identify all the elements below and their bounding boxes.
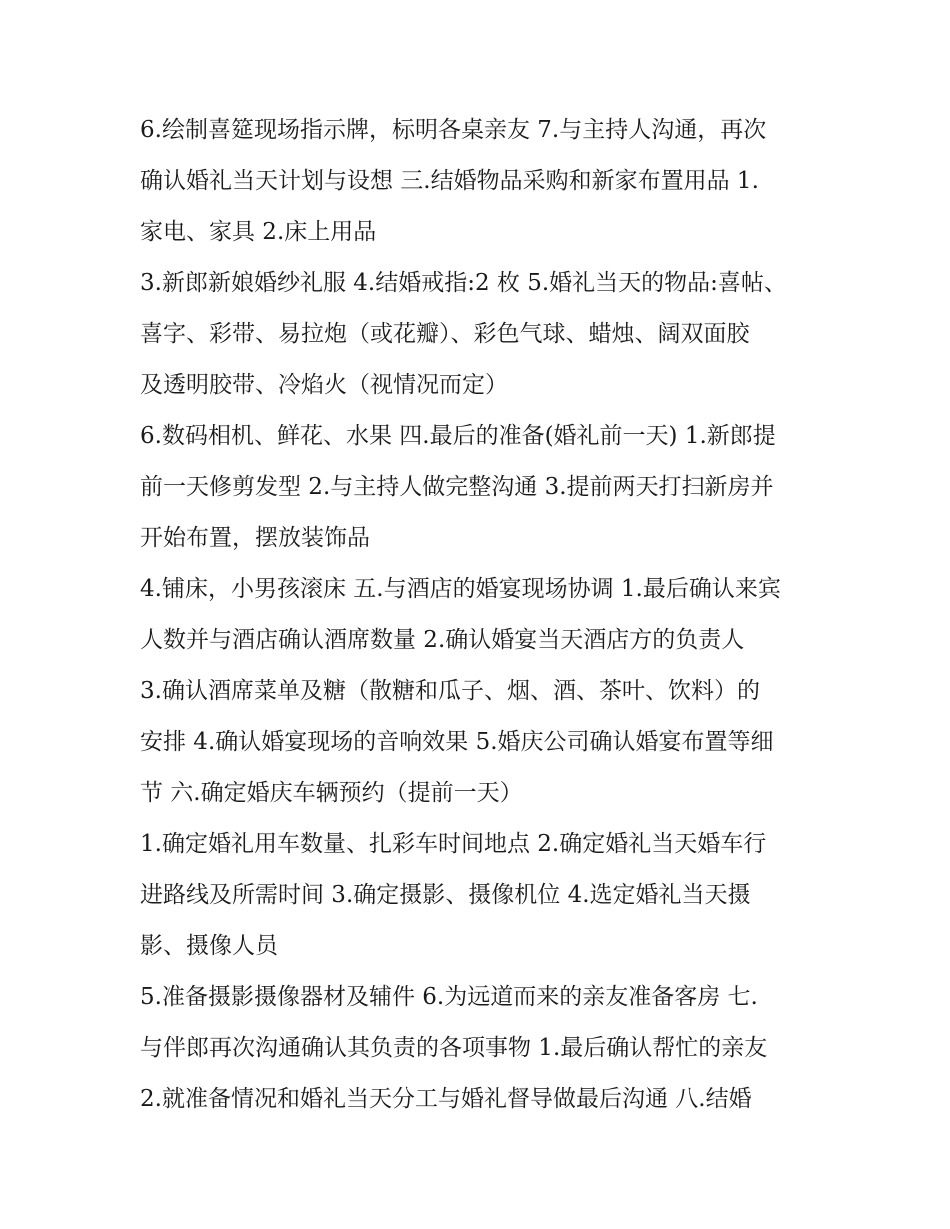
- text-line: 安排 4.确认婚宴现场的音响效果 5.婚庆公司确认婚宴布置等细: [140, 729, 774, 755]
- text-line: 6.数码相机、鲜花、水果 四.最后的准备(婚礼前一天) 1.新郎提: [140, 423, 776, 449]
- text-line: 开始布置，摆放装饰品: [140, 525, 370, 551]
- text-line: 6.绘制喜筵现场指示牌，标明各桌亲友 7.与主持人沟通，再次: [140, 117, 767, 143]
- text-line: 前一天修剪发型 2.与主持人做完整沟通 3.提前两天打扫新房并: [140, 474, 774, 500]
- text-line: 及透明胶带、冷焰火（视情况而定）: [140, 372, 508, 398]
- text-line: 3.新郎新娘婚纱礼服 4.结婚戒指:2 枚 5.婚礼当天的物品:喜帖、: [140, 270, 787, 296]
- text-line: 节 六.确定婚庆车辆预约（提前一天）: [140, 780, 523, 806]
- text-line: 人数并与酒店确认酒席数量 2.确认婚宴当天酒店方的负责人: [140, 627, 745, 653]
- document-body: [140, 105, 820, 1125]
- text-line: 与伴郎再次沟通确认其负责的各项事物 1.最后确认帮忙的亲友: [140, 1035, 768, 1061]
- text-line: 5.准备摄影摄像器材及辅件 6.为远道而来的亲友准备客房 七.: [140, 984, 758, 1010]
- text-line: 喜字、彩带、易拉炮（或花瓣）、彩色气球、蜡烛、阔双面胶: [140, 321, 750, 347]
- text-line: 家电、家具 2.床上用品: [140, 219, 377, 245]
- text-line: 1.确定婚礼用车数量、扎彩车时间地点 2.确定婚礼当天婚车行: [140, 831, 767, 857]
- text-line: 3.确认酒席菜单及糖（散糖和瓜子、烟、酒、茶叶、饮料）的: [140, 678, 760, 704]
- text-line: 进路线及所需时间 3.确定摄影、摄像机位 4.选定婚礼当天摄: [140, 882, 751, 908]
- text-line: 确认婚礼当天计划与设想 三.结婚物品采购和新家布置用品 1.: [140, 168, 759, 194]
- text-line: 4.铺床，小男孩滚床 五.与酒店的婚宴现场协调 1.最后确认来宾: [140, 576, 781, 602]
- text-line: 影、摄像人员: [140, 933, 278, 959]
- text-line: 2.就准备情况和婚礼当天分工与婚礼督导做最后沟通 八.结婚: [140, 1086, 752, 1112]
